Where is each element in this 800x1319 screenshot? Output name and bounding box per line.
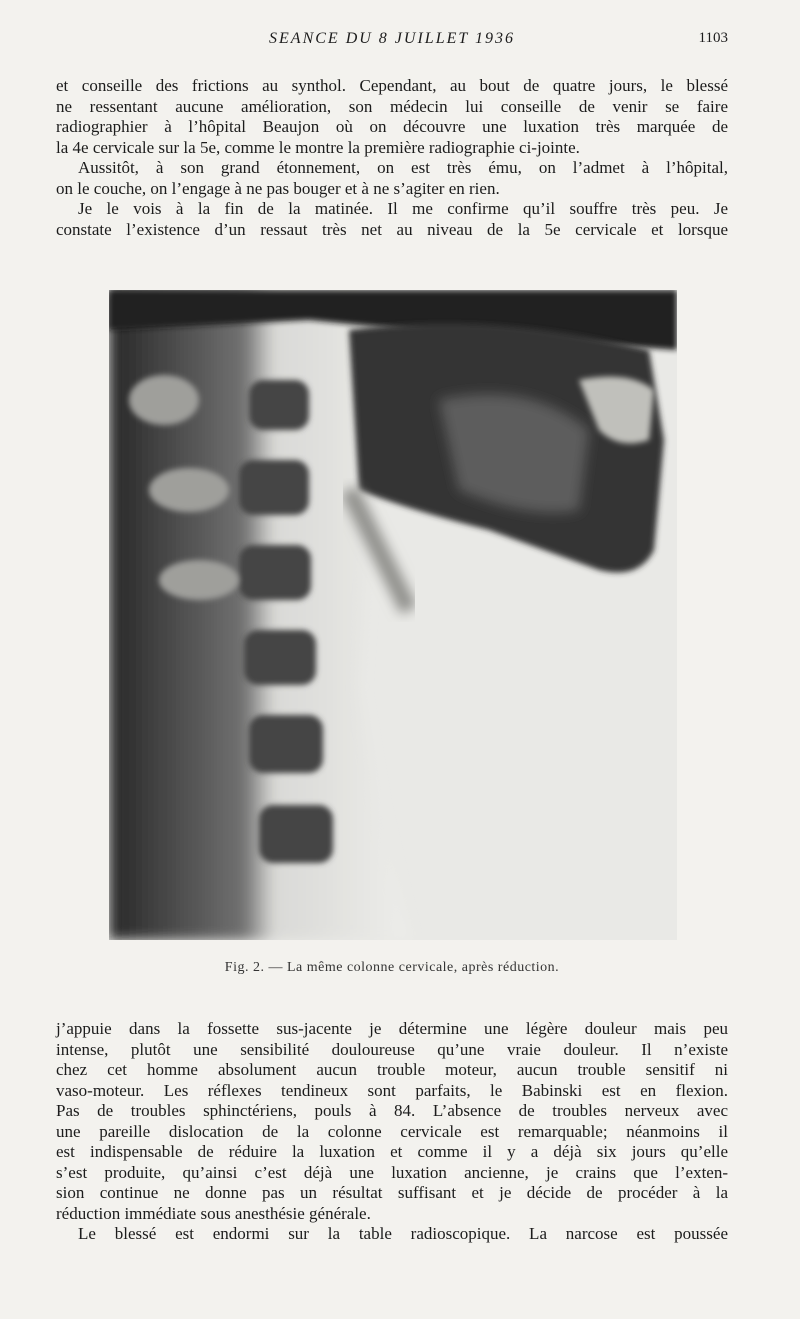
figure-caption: Fig. 2. — La même colonne cervicale, après réduction.: [224, 960, 560, 975]
text-line: radiographier à l’hôpital Beaujon où on découvre une luxation très marquée de: [56, 117, 728, 136]
text-line: ne ressentant aucune amélioration, son médecin lui conseille de venir se faire: [56, 96, 728, 116]
paragraph-bottom: [56, 1019, 728, 1245]
page-header: [56, 30, 728, 56]
text-line: s’est produite, qu’ainsi c’est déjà une luxation ancienne, je crains que l’exten-: [56, 1162, 728, 1182]
text-line: Je le vois à la fin de la matinée. Il me confirme qu’il souffre très peu. Je: [78, 199, 728, 218]
text-line: et conseille des frictions au synthol. Cependant, au bout de quatre jours, le blessé: [56, 76, 728, 95]
text-line: réduction immédiate sous anesthésie générale.: [56, 1203, 371, 1223]
text-line: Le blessé est endormi sur la table radioscopique. La narcose est poussée: [78, 1224, 728, 1243]
page-number: 1103: [698, 30, 728, 46]
text-line: une pareille dislocation de la colonne cervicale est remarquable; néanmoins il: [56, 1121, 728, 1141]
text-line: la 4e cervicale sur la 5e, comme le montre la première radiographie ci-jointe.: [56, 137, 580, 157]
text-line: vaso-moteur. Les réflexes tendineux sont parfaits, le Babinski est en flexion.: [56, 1080, 728, 1100]
text-line: est indispensable de réduire la luxation et comme il y a déjà six jours qu’elle: [56, 1142, 728, 1161]
text-line: Pas de troubles sphinctériens, pouls à 84. L’absence de troubles nerveux avec: [56, 1101, 728, 1120]
radiograph-figure: [109, 290, 677, 940]
cervical-spine-xray-image: [109, 290, 677, 940]
text-line: on le couche, on l’engage à ne pas bouger et à ne s’agiter en rien.: [56, 178, 500, 198]
text-line: Aussitôt, à son grand étonnement, on est très ému, on l’admet à l’hôpital,: [78, 158, 728, 177]
text-line: constate l’existence d’un ressaut très net au niveau de la 5e cervicale et lorsque: [56, 219, 728, 239]
text-line: sion continue ne donne pas un résultat suffisant et je décide de procéder à la: [56, 1183, 728, 1202]
text-line: chez cet homme absolument aucun trouble moteur, aucun trouble sensitif ni: [56, 1060, 728, 1079]
text-line: intense, plutôt une sensibilité douloureuse qu’une vraie douleur. Il n’existe: [56, 1039, 728, 1059]
running-title: SEANCE DU 8 JUILLET 1936: [269, 30, 515, 47]
text-line: j’appuie dans la fossette sus-jacente je détermine une légère douleur mais peu: [56, 1019, 728, 1038]
paragraph-top: [56, 76, 728, 240]
